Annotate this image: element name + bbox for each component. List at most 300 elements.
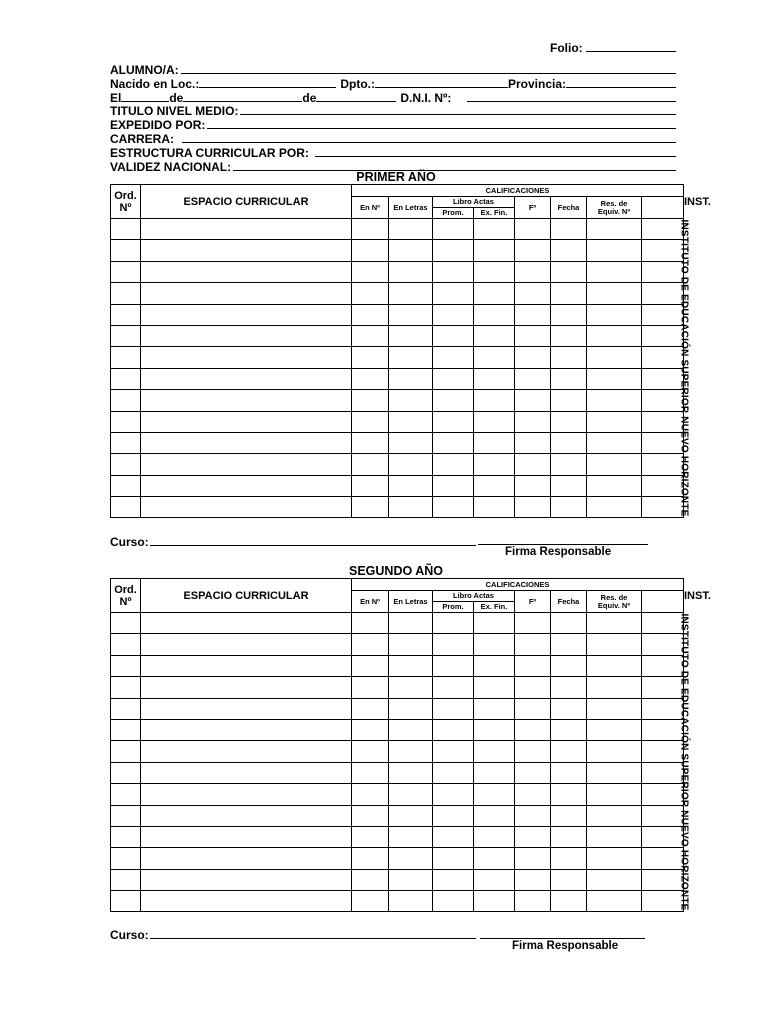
grade-cell[interactable] [352,655,389,676]
grade-cell[interactable] [551,891,587,912]
grade-cell[interactable] [433,677,474,698]
grade-cell[interactable] [111,826,141,847]
grade-cell[interactable] [141,432,352,453]
grade-cell[interactable] [352,634,389,655]
grade-cell[interactable] [515,741,551,762]
grade-cell[interactable] [111,283,141,304]
grade-cell[interactable] [515,826,551,847]
grade-cell[interactable] [515,848,551,869]
folio-field[interactable] [550,40,676,55]
grade-cell[interactable] [141,698,352,719]
grade-cell[interactable] [433,475,474,496]
grade-cell[interactable] [474,826,515,847]
grade-cell[interactable] [587,698,642,719]
grade-cell[interactable] [389,411,433,432]
carrera-row[interactable] [110,132,676,146]
grade-cell[interactable] [642,347,684,368]
grade-cell[interactable] [551,261,587,282]
grade-cell[interactable] [141,613,352,634]
titulo-line[interactable] [240,104,676,115]
grade-cell[interactable] [515,891,551,912]
grade-cell[interactable] [111,454,141,475]
grade-cell[interactable] [642,497,684,518]
grade-cell[interactable] [587,826,642,847]
grade-cell[interactable] [474,613,515,634]
grade-cell[interactable] [642,411,684,432]
grade-cell[interactable] [551,325,587,346]
grade-cell[interactable] [352,475,389,496]
firma-line-primer[interactable] [478,544,648,545]
grade-cell[interactable] [551,283,587,304]
grade-cell[interactable] [587,347,642,368]
folio-line[interactable] [586,40,676,52]
grade-cell[interactable] [587,304,642,325]
grade-cell[interactable] [587,677,642,698]
grade-cell[interactable] [141,304,352,325]
grade-cell[interactable] [352,261,389,282]
grade-cell[interactable] [111,390,141,411]
grade-cell[interactable] [642,390,684,411]
grade-cell[interactable] [515,240,551,261]
grade-cell[interactable] [587,762,642,783]
grade-cell[interactable] [111,762,141,783]
grade-cell[interactable] [389,613,433,634]
grade-cell[interactable] [587,432,642,453]
grade-cell[interactable] [111,261,141,282]
grade-cell[interactable] [111,805,141,826]
grade-cell[interactable] [389,869,433,890]
grade-cell[interactable] [551,240,587,261]
grade-cell[interactable] [352,432,389,453]
grade-cell[interactable] [642,891,684,912]
estructura-line[interactable] [315,146,676,157]
grade-cell[interactable] [111,634,141,655]
grade-cell[interactable] [111,475,141,496]
grade-cell[interactable] [111,869,141,890]
grade-cell[interactable] [433,613,474,634]
grade-cell[interactable] [474,368,515,389]
grade-cell[interactable] [352,891,389,912]
grade-cell[interactable] [642,325,684,346]
fecha-row[interactable] [110,91,676,105]
titulo-row[interactable] [110,104,676,118]
grade-cell[interactable] [352,719,389,740]
grade-cell[interactable] [551,698,587,719]
grade-cell[interactable] [352,240,389,261]
grade-cell[interactable] [515,368,551,389]
grade-cell[interactable] [642,805,684,826]
grade-cell[interactable] [352,304,389,325]
grade-cell[interactable] [433,891,474,912]
grade-cell[interactable] [389,432,433,453]
grade-cell[interactable] [352,677,389,698]
grade-cell[interactable] [587,655,642,676]
grade-cell[interactable] [551,634,587,655]
grade-cell[interactable] [474,390,515,411]
grade-cell[interactable] [587,454,642,475]
grade-cell[interactable] [587,741,642,762]
grade-cell[interactable] [433,805,474,826]
nacido-line[interactable] [199,77,336,88]
grade-cell[interactable] [389,698,433,719]
grade-cell[interactable] [141,741,352,762]
grade-cell[interactable] [141,411,352,432]
grade-cell[interactable] [352,325,389,346]
grade-cell[interactable] [111,240,141,261]
grade-cell[interactable] [352,784,389,805]
grade-cell[interactable] [352,741,389,762]
grade-cell[interactable] [551,805,587,826]
grade-cell[interactable] [642,826,684,847]
grade-cell[interactable] [433,497,474,518]
curso-line[interactable] [150,535,476,546]
grade-cell[interactable] [389,219,433,240]
grade-cell[interactable] [642,655,684,676]
grade-cell[interactable] [474,719,515,740]
grade-cell[interactable] [389,762,433,783]
grade-cell[interactable] [433,325,474,346]
dia-line[interactable] [121,91,169,102]
grade-cell[interactable] [474,304,515,325]
grade-cell[interactable] [474,475,515,496]
grade-cell[interactable] [515,634,551,655]
grade-cell[interactable] [587,805,642,826]
grade-cell[interactable] [587,869,642,890]
grade-cell[interactable] [642,454,684,475]
grade-cell[interactable] [141,390,352,411]
grade-cell[interactable] [474,432,515,453]
grade-cell[interactable] [642,677,684,698]
grade-cell[interactable] [474,454,515,475]
grade-cell[interactable] [141,805,352,826]
grade-cell[interactable] [551,677,587,698]
grade-cell[interactable] [111,368,141,389]
grade-cell[interactable] [587,891,642,912]
grade-cell[interactable] [515,325,551,346]
grade-cell[interactable] [352,219,389,240]
grade-cell[interactable] [551,869,587,890]
grade-cell[interactable] [515,613,551,634]
grade-cell[interactable] [389,826,433,847]
grade-cell[interactable] [352,347,389,368]
curso-field-segundo[interactable] [110,928,476,942]
grade-cell[interactable] [141,368,352,389]
grade-cell[interactable] [551,784,587,805]
grade-cell[interactable] [587,219,642,240]
grade-cell[interactable] [474,762,515,783]
grade-cell[interactable] [141,240,352,261]
grade-cell[interactable] [352,869,389,890]
grade-cell[interactable] [587,411,642,432]
grade-cell[interactable] [551,432,587,453]
grade-cell[interactable] [141,634,352,655]
grade-cell[interactable] [587,240,642,261]
grade-cell[interactable] [111,219,141,240]
grade-cell[interactable] [642,762,684,783]
grade-cell[interactable] [515,411,551,432]
grade-cell[interactable] [352,762,389,783]
grade-cell[interactable] [551,475,587,496]
grade-cell[interactable] [515,390,551,411]
grade-cell[interactable] [389,741,433,762]
grade-cell[interactable] [515,497,551,518]
grade-cell[interactable] [389,283,433,304]
grade-cell[interactable] [389,325,433,346]
grade-cell[interactable] [515,261,551,282]
grade-cell[interactable] [111,677,141,698]
grade-cell[interactable] [389,304,433,325]
grade-cell[interactable] [141,784,352,805]
grade-cell[interactable] [474,869,515,890]
grade-cell[interactable] [515,677,551,698]
grade-cell[interactable] [352,390,389,411]
grade-cell[interactable] [389,497,433,518]
grade-cell[interactable] [141,283,352,304]
grade-cell[interactable] [551,497,587,518]
grade-cell[interactable] [352,613,389,634]
grade-cell[interactable] [389,261,433,282]
grade-cell[interactable] [551,390,587,411]
grade-cell[interactable] [642,368,684,389]
estructura-row[interactable] [110,146,676,160]
grade-cell[interactable] [389,848,433,869]
grade-cell[interactable] [111,719,141,740]
grade-cell[interactable] [111,613,141,634]
grade-cell[interactable] [141,497,352,518]
firma-line-segundo[interactable] [480,938,645,939]
grade-cell[interactable] [474,634,515,655]
grade-cell[interactable] [389,784,433,805]
grade-cell[interactable] [433,741,474,762]
grade-cell[interactable] [474,784,515,805]
grade-cell[interactable] [551,454,587,475]
grade-cell[interactable] [515,432,551,453]
grade-cell[interactable] [474,347,515,368]
grade-cell[interactable] [389,347,433,368]
grade-cell[interactable] [111,347,141,368]
validez-line[interactable] [233,160,676,171]
grade-cell[interactable] [433,390,474,411]
grade-cell[interactable] [352,368,389,389]
grade-cell[interactable] [642,698,684,719]
grade-cell[interactable] [551,848,587,869]
grade-cell[interactable] [352,283,389,304]
grade-cell[interactable] [352,454,389,475]
grade-cell[interactable] [111,411,141,432]
grade-cell[interactable] [389,891,433,912]
grade-cell[interactable] [433,283,474,304]
grade-cell[interactable] [587,613,642,634]
grade-cell[interactable] [141,261,352,282]
grade-cell[interactable] [551,655,587,676]
grade-cell[interactable] [587,784,642,805]
grade-cell[interactable] [642,240,684,261]
grade-cell[interactable] [515,805,551,826]
grade-cell[interactable] [433,634,474,655]
grade-cell[interactable] [389,454,433,475]
grade-cell[interactable] [474,677,515,698]
alumno-row[interactable] [110,63,676,77]
grade-cell[interactable] [433,454,474,475]
grade-cell[interactable] [389,655,433,676]
grade-cell[interactable] [642,475,684,496]
grade-cell[interactable] [433,655,474,676]
grade-cell[interactable] [141,655,352,676]
grade-cell[interactable] [587,719,642,740]
grade-cell[interactable] [515,283,551,304]
expedido-line[interactable] [207,118,676,129]
grade-cell[interactable] [474,741,515,762]
grade-cell[interactable] [587,848,642,869]
grade-cell[interactable] [642,261,684,282]
grade-cell[interactable] [433,826,474,847]
grade-cell[interactable] [515,454,551,475]
grade-cell[interactable] [141,848,352,869]
grade-cell[interactable] [515,784,551,805]
grade-cell[interactable] [642,869,684,890]
grade-cell[interactable] [433,240,474,261]
grade-cell[interactable] [141,454,352,475]
grade-cell[interactable] [433,411,474,432]
grade-cell[interactable] [111,848,141,869]
grade-cell[interactable] [551,613,587,634]
grade-cell[interactable] [352,826,389,847]
curso-line[interactable] [150,928,476,939]
mes-line[interactable] [183,91,302,102]
grade-cell[interactable] [551,719,587,740]
grade-cell[interactable] [551,411,587,432]
grade-cell[interactable] [352,698,389,719]
grade-cell[interactable] [433,261,474,282]
grade-cell[interactable] [389,719,433,740]
grade-cell[interactable] [474,240,515,261]
grade-cell[interactable] [551,219,587,240]
grade-cell[interactable] [141,869,352,890]
grade-cell[interactable] [515,869,551,890]
grade-cell[interactable] [474,283,515,304]
grade-cell[interactable] [433,347,474,368]
grade-cell[interactable] [352,497,389,518]
grade-cell[interactable] [141,325,352,346]
grade-cell[interactable] [389,475,433,496]
grade-cell[interactable] [587,325,642,346]
grade-cell[interactable] [642,784,684,805]
provincia-line[interactable] [566,77,676,88]
grade-cell[interactable] [433,304,474,325]
grade-cell[interactable] [551,741,587,762]
grade-cell[interactable] [515,304,551,325]
grade-cell[interactable] [433,368,474,389]
grade-cell[interactable] [515,347,551,368]
grade-cell[interactable] [141,677,352,698]
grade-cell[interactable] [141,719,352,740]
grade-cell[interactable] [111,325,141,346]
grade-cell[interactable] [474,891,515,912]
grade-cell[interactable] [141,826,352,847]
grade-cell[interactable] [141,475,352,496]
grade-cell[interactable] [352,848,389,869]
grade-cell[interactable] [433,219,474,240]
grade-cell[interactable] [111,655,141,676]
grade-cell[interactable] [587,390,642,411]
grade-cell[interactable] [474,497,515,518]
grade-cell[interactable] [642,848,684,869]
grade-cell[interactable] [111,304,141,325]
dpto-line[interactable] [375,77,508,88]
grade-cell[interactable] [587,634,642,655]
grade-cell[interactable] [352,805,389,826]
grade-cell[interactable] [141,762,352,783]
grade-cell[interactable] [474,805,515,826]
grade-cell[interactable] [433,698,474,719]
grade-cell[interactable] [474,698,515,719]
grade-cell[interactable] [551,826,587,847]
grade-cell[interactable] [389,634,433,655]
grade-cell[interactable] [474,325,515,346]
grade-cell[interactable] [551,304,587,325]
grade-cell[interactable] [587,261,642,282]
grade-cell[interactable] [433,762,474,783]
curso-field-primer[interactable] [110,535,476,549]
grade-cell[interactable] [352,411,389,432]
grade-cell[interactable] [587,283,642,304]
grade-cell[interactable] [474,411,515,432]
expedido-row[interactable] [110,118,676,132]
grade-cell[interactable] [587,497,642,518]
grade-cell[interactable] [551,347,587,368]
grade-cell[interactable] [111,497,141,518]
grade-cell[interactable] [642,719,684,740]
grade-cell[interactable] [433,784,474,805]
grade-cell[interactable] [141,219,352,240]
grade-cell[interactable] [642,613,684,634]
grade-cell[interactable] [642,304,684,325]
grade-cell[interactable] [141,347,352,368]
grade-cell[interactable] [642,432,684,453]
grade-cell[interactable] [433,719,474,740]
grade-cell[interactable] [389,677,433,698]
grade-cell[interactable] [551,762,587,783]
grade-cell[interactable] [515,219,551,240]
grade-cell[interactable] [141,891,352,912]
grade-cell[interactable] [389,240,433,261]
grade-cell[interactable] [389,390,433,411]
anio-line[interactable] [316,91,396,102]
grade-cell[interactable] [111,698,141,719]
grade-cell[interactable] [515,698,551,719]
grade-cell[interactable] [474,219,515,240]
grade-cell[interactable] [515,762,551,783]
grade-cell[interactable] [551,368,587,389]
grade-cell[interactable] [389,805,433,826]
grade-cell[interactable] [433,848,474,869]
grade-cell[interactable] [389,368,433,389]
dni-line[interactable] [467,91,676,102]
grade-cell[interactable] [474,655,515,676]
grade-cell[interactable] [474,261,515,282]
grade-cell[interactable] [642,283,684,304]
grade-cell[interactable] [642,634,684,655]
grade-cell[interactable] [587,475,642,496]
grade-cell[interactable] [515,655,551,676]
nacido-row[interactable] [110,77,676,91]
grade-cell[interactable] [111,741,141,762]
grade-cell[interactable] [111,784,141,805]
grade-cell[interactable] [433,869,474,890]
grade-cell[interactable] [474,848,515,869]
grade-cell[interactable] [515,719,551,740]
grade-cell[interactable] [433,432,474,453]
